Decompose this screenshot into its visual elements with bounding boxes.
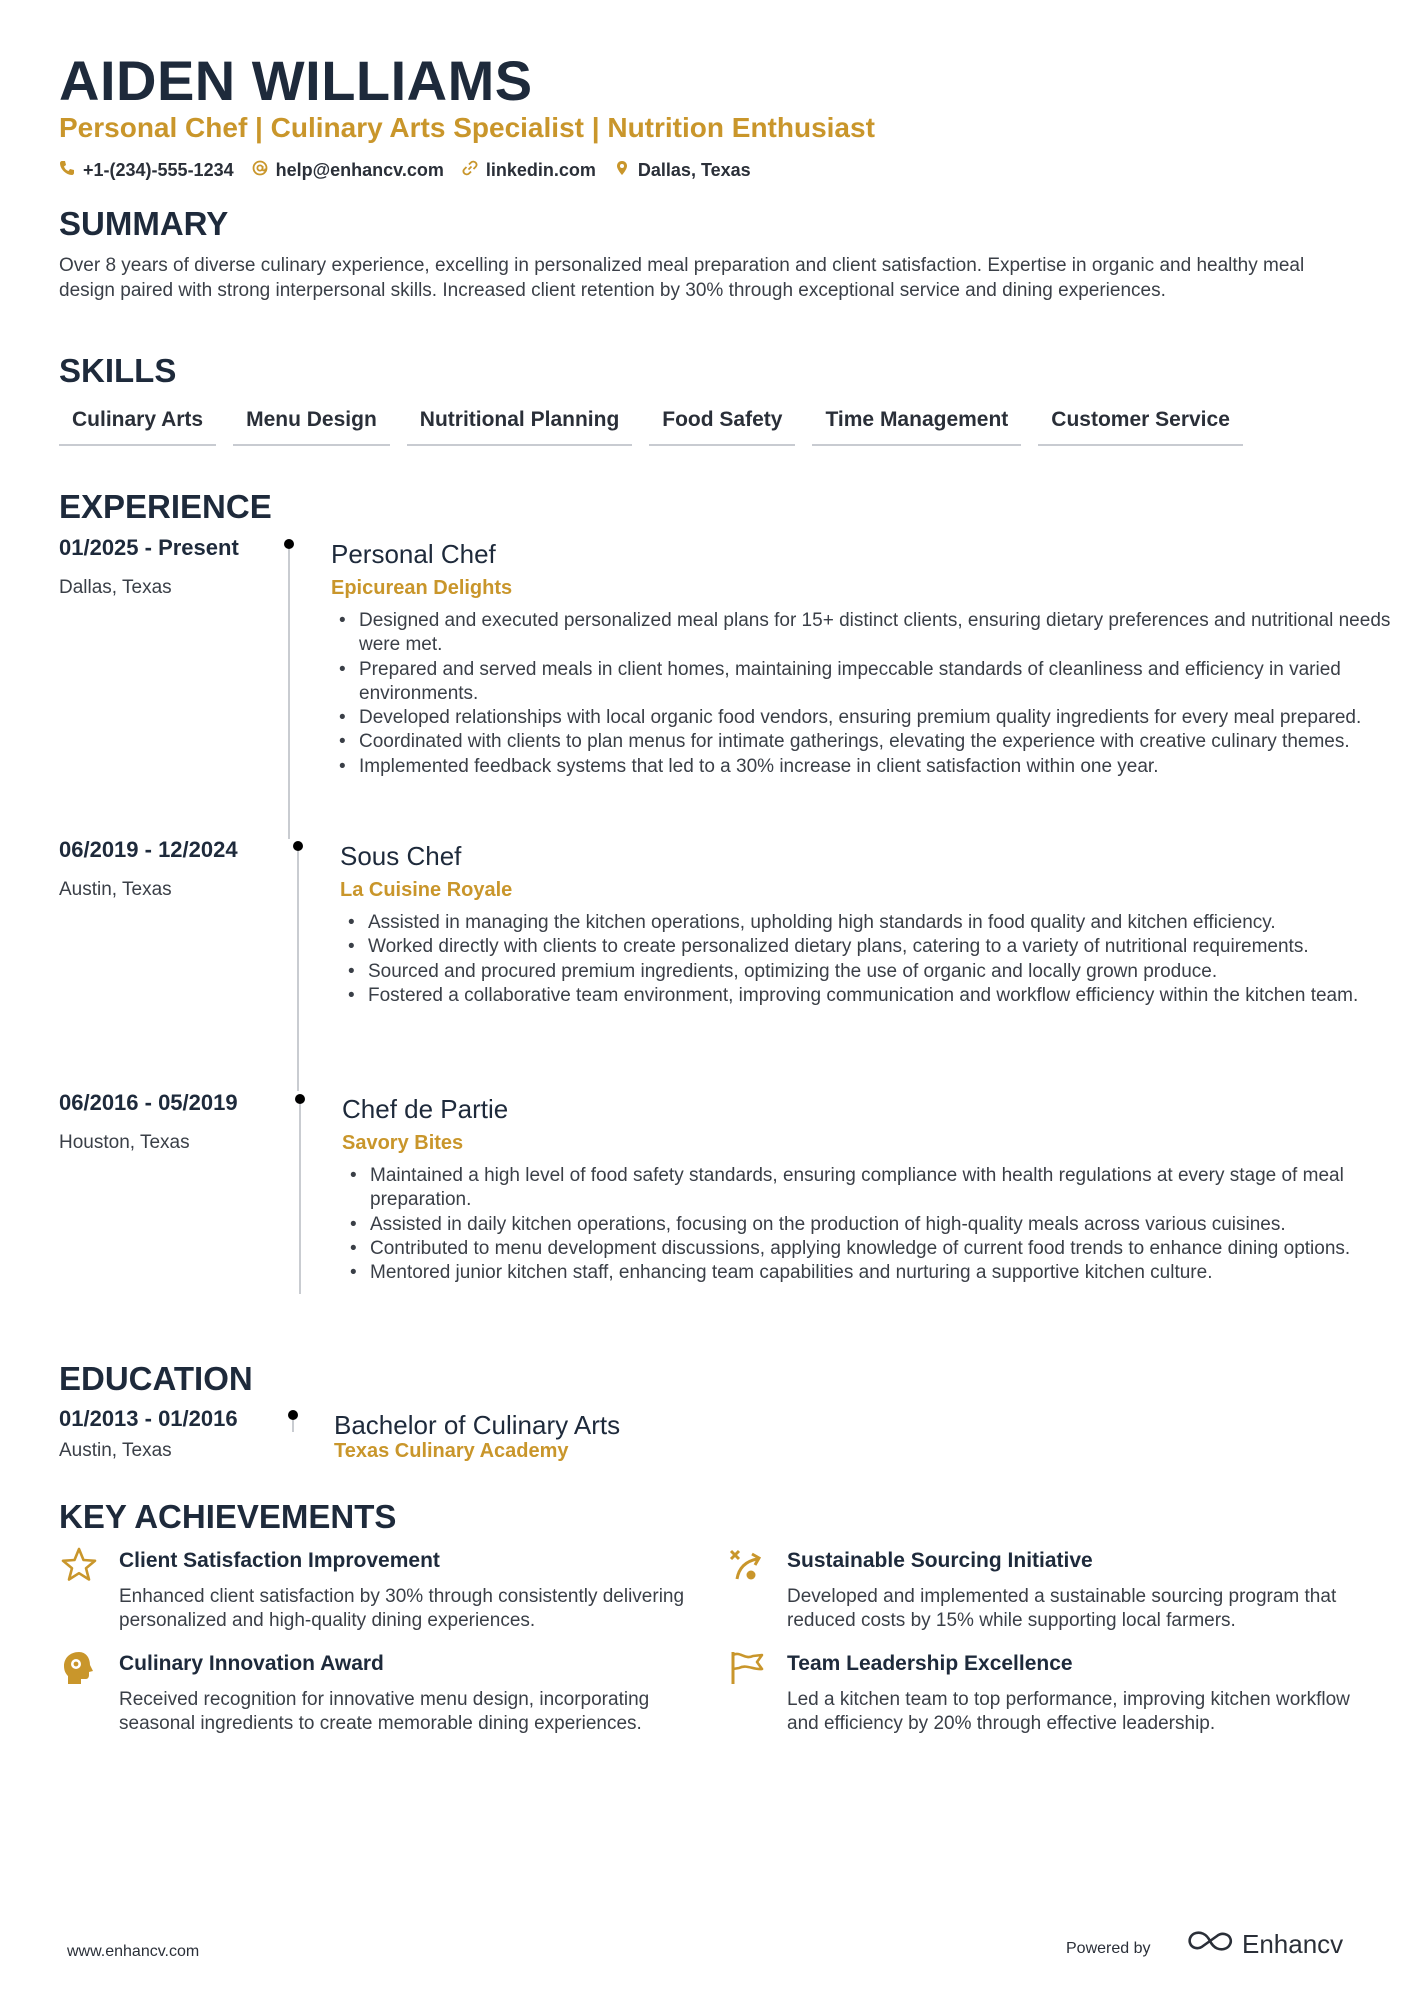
experience-location: Houston, Texas [59,1132,190,1153]
achievement-title: Culinary Innovation Award [119,1652,384,1675]
location-pin-icon [614,160,630,181]
summary-title: SUMMARY [59,205,229,242]
timeline-line [297,851,299,1091]
contact-phone[interactable] [59,160,234,181]
contact-email-text: help@enhancv.com [275,160,444,180]
education-degree: Bachelor of Culinary Arts [334,1410,621,1440]
enhancv-logo[interactable] [1186,1928,1343,1961]
experience-date: 06/2016 - 05/2019 [59,1090,238,1115]
education-date: 01/2013 - 01/2016 [59,1406,238,1431]
timeline-dot [288,1410,298,1420]
achievement-title: Team Leadership Excellence [787,1652,1073,1675]
star-icon [59,1545,99,1585]
achievements-title: KEY ACHIEVEMENTS [59,1498,397,1535]
achievement-desc: Developed and implemented a sustainable sourcing program that reduced costs by 15% while supporting local farmers. [787,1586,1337,1632]
summary-text: Over 8 years of diverse culinary experience, excelling in personalized meal preparation and client satisfaction. Expertise in organic and healthy meal design paired with strong interpersonal skills. Increased client retention by 30% through exceptional service and dining experiences. [59,255,1305,301]
list-item: • Implemented feedback systems that led to a 30% increase in client satisfaction within one year. [331,755,1410,779]
experience-bullets [340,911,1410,1008]
list-item: • Developed relationships with local organic food vendors, ensuring premium quality ingredients for every meal prepared. [331,706,1410,730]
contact-bar [59,160,751,181]
strategy-icon [727,1545,767,1585]
timeline-line [299,1104,301,1294]
experience-company: Savory Bites [342,1132,464,1154]
list-item: • Prepared and served meals in client homes, maintaining impeccable standards of cleanliness and efficiency in varied environments. [331,658,1410,707]
timeline-line [292,1420,294,1432]
experience-location: Dallas, Texas [59,577,172,598]
candidate-name: AIDEN WILLIAMS [59,49,533,112]
experience-date: 01/2025 - Present [59,535,239,560]
flag-icon [727,1648,767,1688]
contact-email[interactable] [252,160,444,181]
footer-url[interactable]: www.enhancv.com [67,1943,200,1960]
list-item: • Maintained a high level of food safety standards, ensuring compliance with health regulations at every stage of meal preparation. [342,1164,1410,1213]
infinity-logo-icon [1186,1928,1234,1961]
experience-date: 06/2019 - 12/2024 [59,837,238,862]
skill-tag: Culinary Arts [59,408,216,446]
experience-company: La Cuisine Royale [340,879,513,901]
contact-linkedin-text: linkedin.com [485,160,596,180]
experience-role: Sous Chef [340,841,462,871]
powered-by-label: Powered by [1066,1940,1151,1957]
experience-bullets [342,1164,1410,1285]
link-icon [462,160,478,181]
list-item: • Designed and executed personalized meal plans for 15+ distinct clients, ensuring dietary preferences and nutritional needs were met. [331,609,1410,658]
timeline-line [288,549,290,839]
experience-company: Epicurean Delights [331,577,513,599]
skill-tag: Time Management [812,408,1021,446]
achievement-desc: Led a kitchen team to top performance, improving kitchen workflow and efficiency by 20% through effective leadership. [787,1689,1350,1735]
head-icon [59,1648,99,1688]
experience-role: Chef de Partie [342,1094,509,1124]
skill-tag: Food Safety [649,408,795,446]
list-item: • Mentored junior kitchen staff, enhancing team capabilities and nurturing a supportive kitchen culture. [342,1261,1410,1285]
brand-name: Enhancv [1242,1929,1344,1959]
experience-title: EXPERIENCE [59,488,272,525]
contact-linkedin[interactable] [462,160,596,181]
achievement-title: Client Satisfaction Improvement [119,1549,440,1572]
list-item: • Contributed to menu development discussions, applying knowledge of current food trends to enhance dining options. [342,1237,1410,1261]
at-icon [252,160,268,181]
education-school: Texas Culinary Academy [334,1440,569,1462]
achievement-title: Sustainable Sourcing Initiative [787,1549,1093,1572]
list-item: • Assisted in managing the kitchen operations, upholding high standards in food quality and kitchen efficiency. [340,911,1410,935]
skill-tag: Customer Service [1038,408,1243,446]
contact-location-text: Dallas, Texas [637,160,751,180]
achievement-desc: Received recognition for innovative menu design, incorporating seasonal ingredients to create memorable dining experiences. [119,1689,650,1735]
phone-icon [59,160,75,181]
list-item: • Coordinated with clients to plan menus for intimate gatherings, elevating the experience with creative culinary themes. [331,730,1410,754]
education-location: Austin, Texas [59,1440,172,1461]
headline: Personal Chef | Culinary Arts Specialist | Nutrition Enthusiast [59,112,875,143]
timeline-dot [284,539,294,549]
education-title: EDUCATION [59,1360,253,1397]
list-item: • Worked directly with clients to create personalized dietary plans, catering to a variety of nutritional requirements. [340,935,1410,959]
list-item: • Fostered a collaborative team environment, improving communication and workflow efficiency within the kitchen team. [340,984,1410,1008]
list-item: • Assisted in daily kitchen operations, focusing on the production of high-quality meals across various cuisines. [342,1213,1410,1237]
skill-tag: Nutritional Planning [407,408,633,446]
timeline-dot [295,1094,305,1104]
achievement-desc: Enhanced client satisfaction by 30% through consistently delivering personalized and high-quality dining experiences. [119,1586,685,1632]
skills-list [59,408,1243,446]
list-item: • Sourced and procured premium ingredients, optimizing the use of organic and locally grown produce. [340,960,1410,984]
skill-tag: Menu Design [233,408,390,446]
skills-title: SKILLS [59,352,177,389]
contact-phone-text: +1-(234)-555-1234 [83,160,234,180]
contact-location [614,160,751,181]
timeline-dot [293,841,303,851]
experience-role: Personal Chef [331,539,496,569]
experience-location: Austin, Texas [59,879,172,900]
experience-bullets [331,609,1410,779]
